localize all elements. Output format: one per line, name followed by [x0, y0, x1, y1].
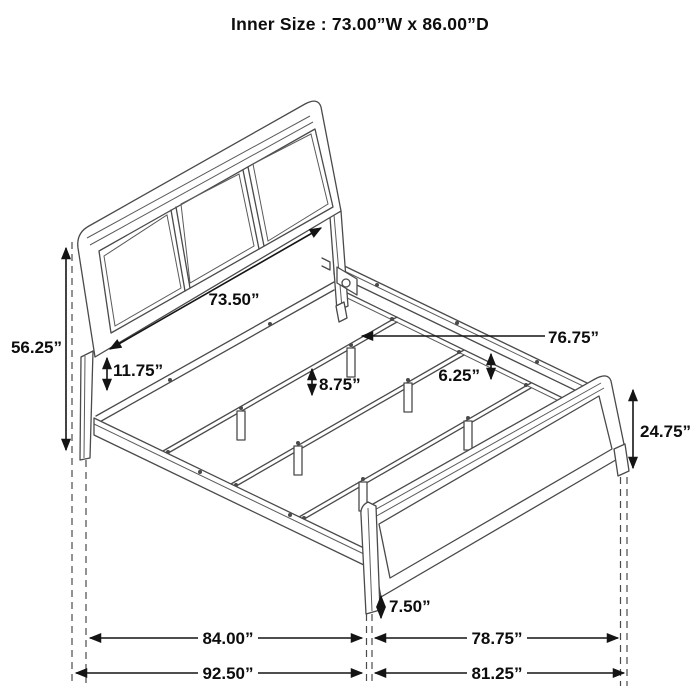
- headboard-left-leg: [80, 351, 93, 460]
- dim-label-headboard-height: 56.25”: [10, 338, 62, 357]
- headboard-face: [78, 101, 341, 357]
- dim-footboard-height: [633, 390, 691, 468]
- dim-label-headboard-gap: 11.75”: [113, 361, 164, 380]
- dim-footboard-clearance: [381, 596, 431, 618]
- dim-overall-length: [76, 663, 362, 683]
- dim-headboard-to-rail-gap: [107, 358, 163, 390]
- bed-drawing: [78, 101, 629, 614]
- headboard: [78, 101, 357, 460]
- dim-label-footboard-height: 24.75”: [640, 422, 692, 441]
- dim-label-overall-length: 92.50”: [202, 664, 254, 683]
- dim-label-headboard-width: 73.50”: [208, 290, 260, 309]
- headboard-right-post: [330, 211, 348, 311]
- dim-rail-to-footboard-length: [375, 628, 618, 648]
- footboard-right-leg: [614, 444, 629, 476]
- dim-label-slat-support-length: 76.75”: [548, 328, 600, 347]
- dim-label-slat-leg-height: 8.75”: [319, 375, 361, 394]
- dim-label-footboard-clearance: 7.50”: [389, 597, 431, 616]
- dim-label-rail-to-footboard-length: 78.75”: [471, 629, 523, 648]
- dim-label-footboard-overall-length: 81.25”: [471, 664, 523, 683]
- footboard-left-post: [361, 502, 380, 614]
- footboard: [361, 376, 629, 614]
- dim-footboard-overall-length: [375, 663, 624, 683]
- dim-label-inner-frame-length: 84.00”: [202, 629, 254, 648]
- dim-inner-frame-length: [90, 628, 362, 648]
- dim-label-rail-to-slat-gap: 6.25”: [438, 366, 480, 385]
- dim-headboard-height: [11, 248, 66, 450]
- page-title: Inner Size : 73.00”W x 86.00”D: [231, 14, 489, 34]
- near-side-rail: [94, 418, 366, 566]
